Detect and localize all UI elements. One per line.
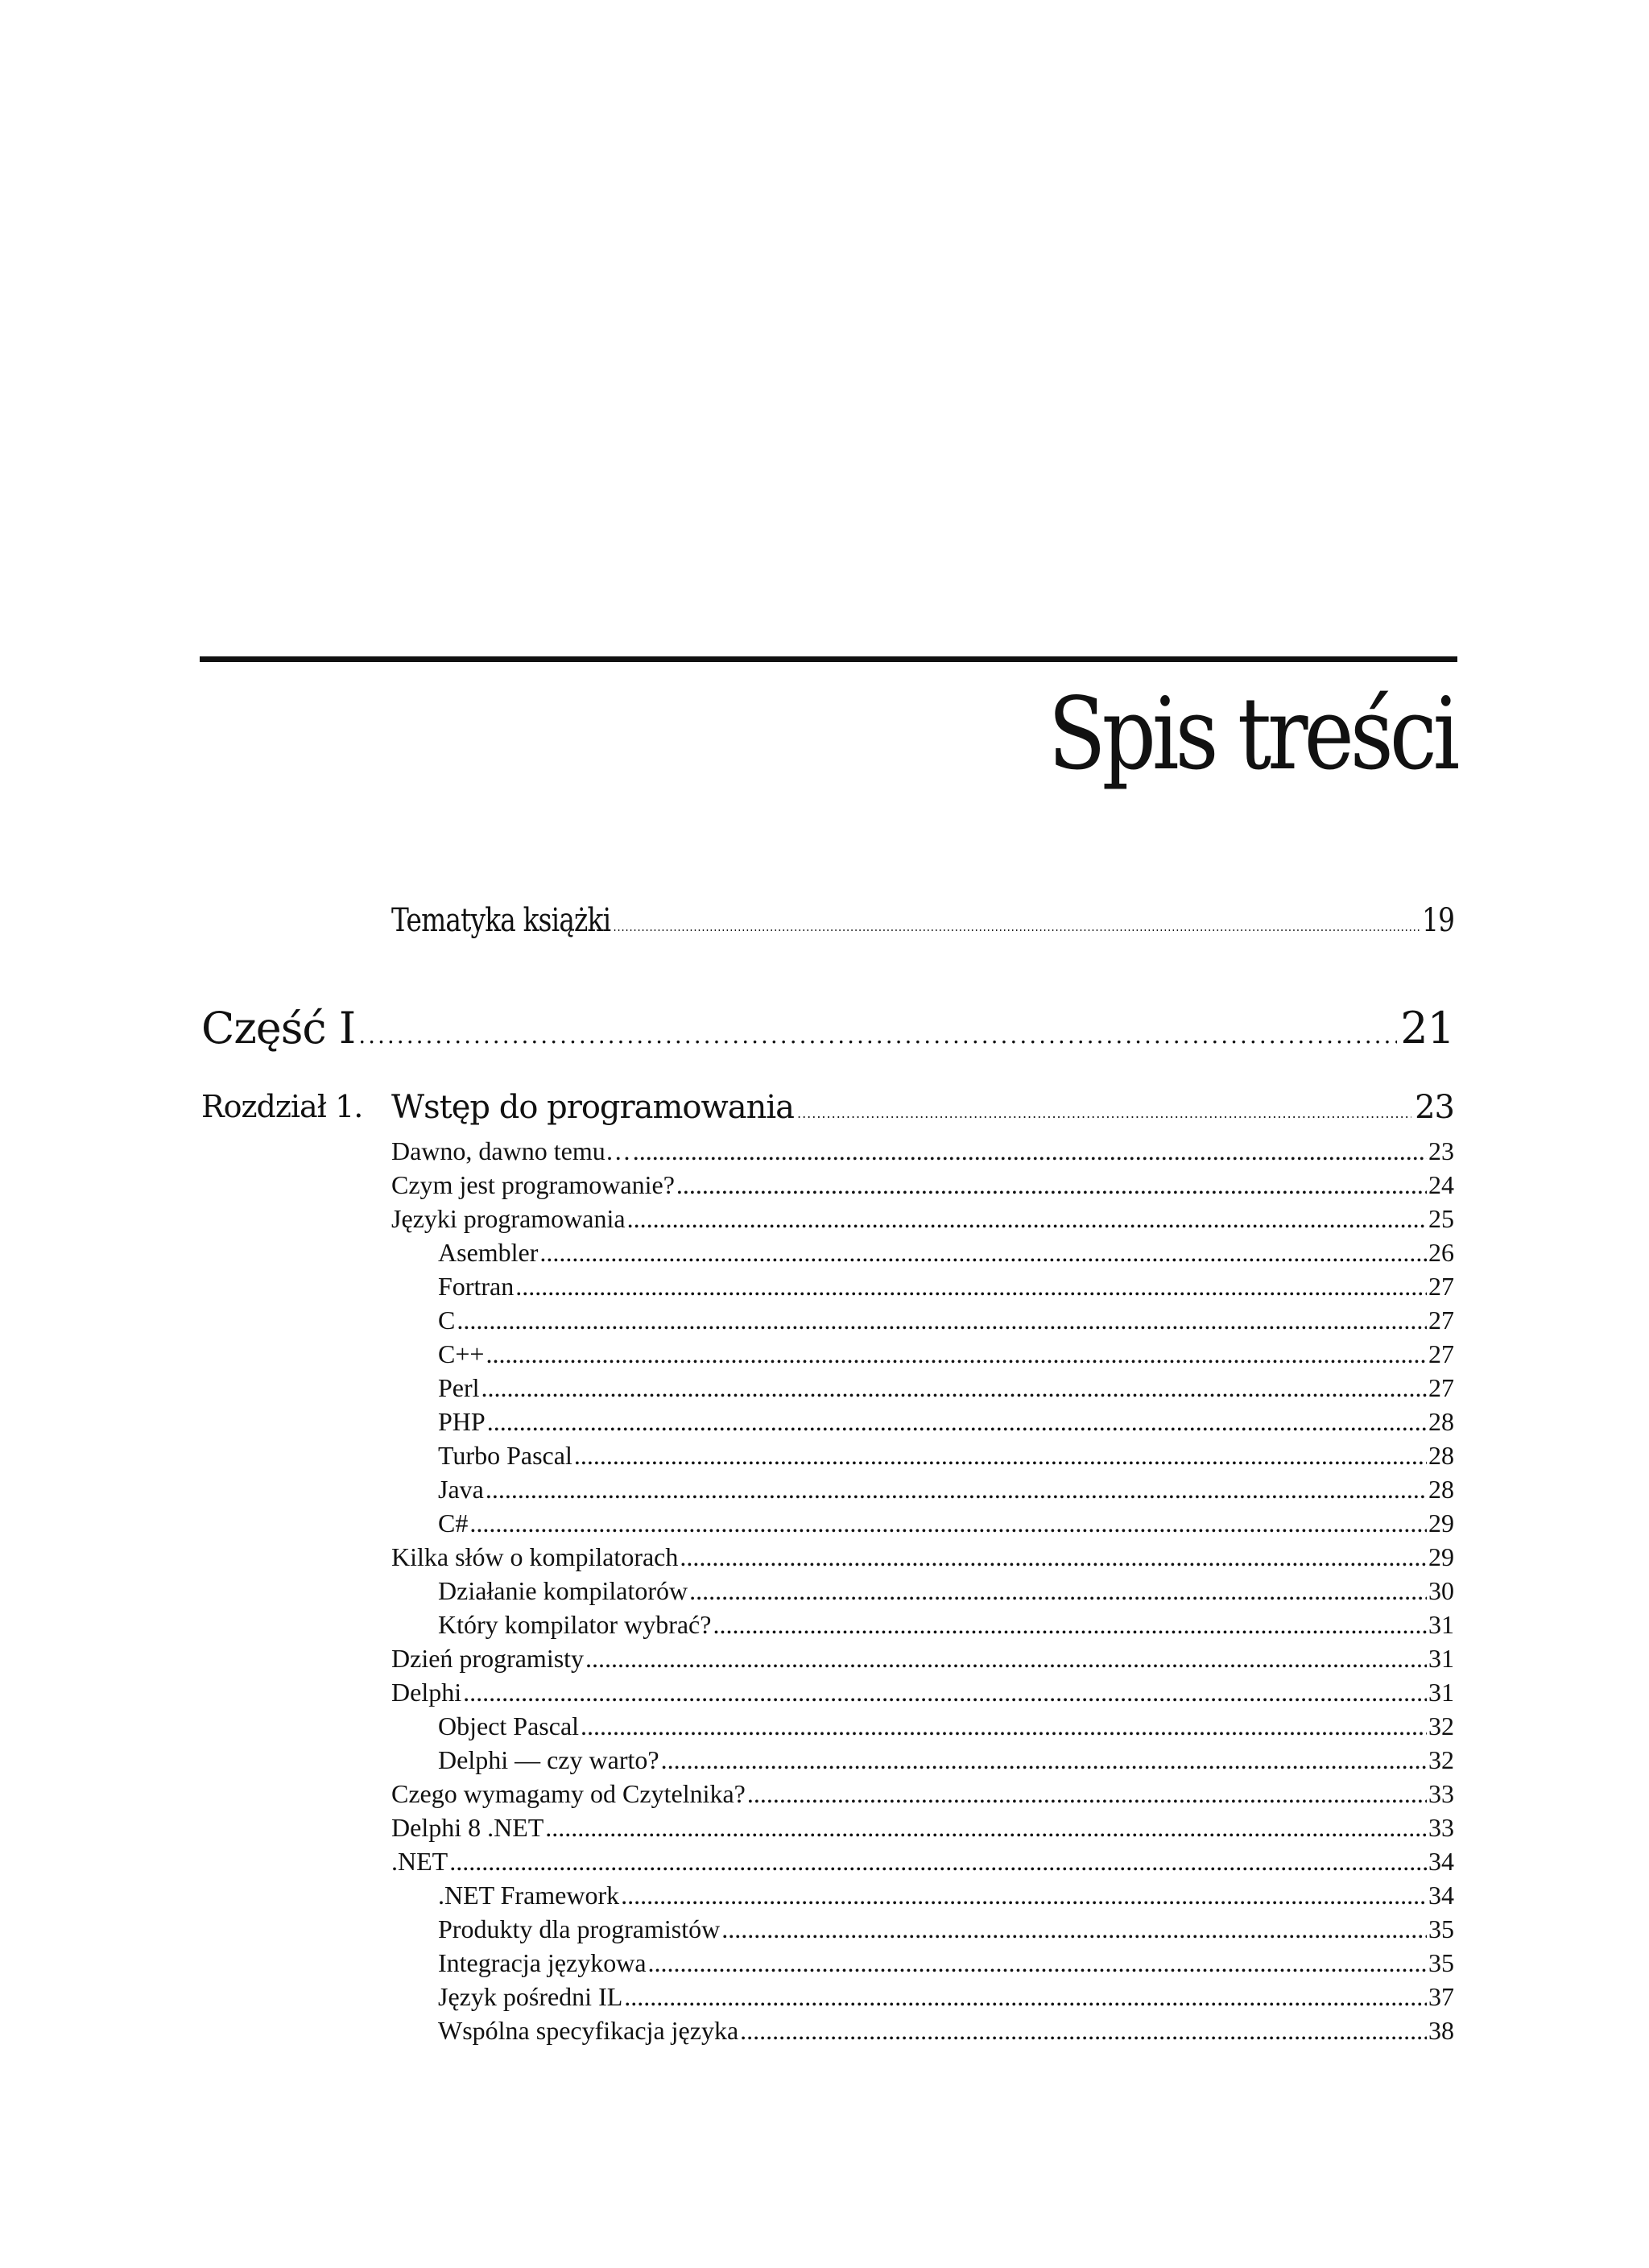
dot-leader — [680, 1540, 1427, 1574]
toc-entry-page: 26 — [1428, 1238, 1454, 1267]
toc-entry-list — [391, 1134, 1454, 2047]
toc-entry-label: Produkty dla programistów — [438, 1914, 721, 1943]
toc-entry-label: .NET Framework — [438, 1881, 620, 1910]
toc-entry-page: 25 — [1428, 1204, 1454, 1233]
dot-leader — [624, 1980, 1427, 2013]
toc-entry[interactable] — [391, 1438, 1454, 1472]
dot-leader — [539, 1235, 1427, 1269]
toc-entry-page: 24 — [1428, 1170, 1454, 1199]
chapter-page: 23 — [1415, 1089, 1454, 1126]
toc-entry-label: Który kompilator wybrać? — [438, 1610, 712, 1639]
dot-leader — [486, 1472, 1427, 1506]
toc-entry-label: Dawno, dawno temu… — [391, 1136, 631, 1165]
dot-leader — [487, 1405, 1427, 1438]
toc-entry[interactable] — [391, 1878, 1454, 1912]
toc-entry[interactable] — [391, 1709, 1454, 1743]
toc-entry-page: 32 — [1428, 1745, 1454, 1774]
toc-entry-label: Perl — [438, 1373, 480, 1402]
toc-entry-page: 31 — [1428, 1610, 1454, 1639]
title-rule — [200, 656, 1457, 662]
toc-entry[interactable] — [391, 1675, 1454, 1709]
chapter-number: Rozdział 1. — [201, 1089, 363, 1124]
toc-entry-page: 31 — [1428, 1644, 1454, 1673]
toc-entry[interactable] — [391, 1574, 1454, 1608]
toc-entry-page: 34 — [1428, 1847, 1454, 1876]
toc-entry-page: 23 — [1428, 1136, 1454, 1165]
toc-entry-label: Fortran — [438, 1272, 515, 1301]
toc-entry-page: 27 — [1428, 1373, 1454, 1402]
toc-entry[interactable] — [391, 1235, 1454, 1269]
toc-entry-label: Język pośredni IL — [438, 1982, 623, 2011]
dot-leader — [797, 1106, 1411, 1121]
toc-entry-label: Asembler — [438, 1238, 539, 1267]
toc-entry[interactable] — [391, 1844, 1454, 1878]
toc-entry-page: 31 — [1428, 1678, 1454, 1707]
dot-leader — [463, 1675, 1427, 1709]
dot-leader — [627, 1202, 1427, 1235]
toc-entry[interactable] — [391, 1506, 1454, 1540]
toc-entry-label: Delphi 8 .NET — [391, 1813, 544, 1842]
toc-entry-page: 27 — [1428, 1306, 1454, 1335]
toc-entry-label: Języki programowania — [391, 1204, 626, 1233]
dot-leader — [469, 1506, 1427, 1540]
toc-entry[interactable] — [391, 1540, 1454, 1574]
dot-leader — [633, 1134, 1427, 1168]
toc-entry-page: 28 — [1428, 1475, 1454, 1504]
chapter-title: Wstęp do programowania — [391, 1089, 794, 1126]
toc-entry-label: Object Pascal — [438, 1711, 580, 1740]
dot-leader — [661, 1743, 1427, 1777]
toc-entry-label: Czego wymagamy od Czytelnika? — [391, 1779, 746, 1808]
dot-leader — [574, 1438, 1427, 1472]
toc-entry-page: 30 — [1428, 1576, 1454, 1605]
toc-entry-label: Delphi — czy warto? — [438, 1745, 659, 1774]
toc-entry[interactable] — [391, 1371, 1454, 1405]
toc-entry-label: Dzień programisty — [391, 1644, 585, 1673]
toc-entry-label: Czym jest programowanie? — [391, 1170, 675, 1199]
toc-entry-page: 37 — [1428, 1982, 1454, 2011]
toc-entry-page: 28 — [1428, 1441, 1454, 1470]
toc-entry-label: Java — [438, 1475, 484, 1504]
toc-entry-label: Turbo Pascal — [438, 1441, 572, 1470]
toc-entry-page: 35 — [1428, 1914, 1454, 1943]
dot-leader — [689, 1574, 1427, 1608]
part-page: 21 — [1400, 1003, 1454, 1053]
toc-entry-page: 34 — [1428, 1881, 1454, 1910]
toc-entry[interactable] — [391, 1202, 1454, 1235]
toc-chapter[interactable] — [391, 1089, 1454, 1126]
toc-entry[interactable] — [391, 1811, 1454, 1844]
toc-entry[interactable] — [391, 1168, 1454, 1202]
toc-entry[interactable] — [391, 1472, 1454, 1506]
toc-entry-page: 27 — [1428, 1272, 1454, 1301]
dot-leader — [486, 1337, 1427, 1371]
dot-leader — [648, 1946, 1427, 1980]
toc-entry-page: 19 — [1422, 902, 1455, 939]
toc-part[interactable] — [201, 1003, 1454, 1053]
toc-entry-page: 32 — [1428, 1711, 1454, 1740]
toc-entry-page: 35 — [1428, 1948, 1454, 1977]
toc-entry-label: PHP — [438, 1407, 486, 1436]
dot-leader — [545, 1811, 1427, 1844]
dot-leader — [457, 1303, 1427, 1337]
dot-leader — [713, 1608, 1427, 1641]
toc-entry[interactable] — [391, 1337, 1454, 1371]
toc-entry[interactable] — [391, 1405, 1454, 1438]
toc-entry-label: Tematyka książki — [391, 902, 611, 939]
dot-leader — [585, 1641, 1427, 1675]
toc-entry-label: Integracja językowa — [438, 1948, 647, 1977]
dot-leader — [676, 1168, 1427, 1202]
toc-entry[interactable] — [391, 1946, 1454, 1980]
toc-entry-subtitle[interactable] — [391, 902, 1454, 939]
toc-entry-page: 33 — [1428, 1813, 1454, 1842]
toc-entry-label: C — [438, 1306, 456, 1335]
toc-entry-label: Działanie kompilatorów — [438, 1576, 688, 1605]
toc-entry-page: 38 — [1428, 2016, 1454, 2045]
dot-leader — [481, 1371, 1427, 1405]
dot-leader — [358, 1022, 1397, 1049]
toc-entry[interactable] — [391, 1134, 1454, 1168]
toc-entry[interactable] — [391, 1743, 1454, 1777]
toc-entry-page: 28 — [1428, 1407, 1454, 1436]
toc-entry-page: 29 — [1428, 1509, 1454, 1538]
page-title: Spis treści — [1048, 677, 1456, 793]
toc-entry-page: 27 — [1428, 1339, 1454, 1368]
toc-entry[interactable] — [391, 1641, 1454, 1675]
toc-entry-label: C++ — [438, 1339, 485, 1368]
toc-entry-label: Delphi — [391, 1678, 462, 1707]
toc-entry-label: .NET — [391, 1847, 448, 1876]
toc-entry-page: 29 — [1428, 1542, 1454, 1571]
part-label: Część I — [201, 1003, 356, 1053]
toc-entry[interactable] — [391, 1303, 1454, 1337]
toc-entry-page: 33 — [1428, 1779, 1454, 1808]
dot-leader — [581, 1709, 1427, 1743]
toc-entry[interactable] — [391, 1777, 1454, 1811]
dot-leader — [614, 919, 1420, 934]
toc-entry[interactable] — [391, 2013, 1454, 2047]
toc-entry[interactable] — [391, 1608, 1454, 1641]
toc-entry[interactable] — [391, 1269, 1454, 1303]
toc-entry-label: Kilka słów o kompilatorach — [391, 1542, 679, 1571]
dot-leader — [621, 1878, 1427, 1912]
dot-leader — [721, 1912, 1427, 1946]
dot-leader — [740, 2013, 1427, 2047]
dot-leader — [747, 1777, 1427, 1811]
toc-entry[interactable] — [391, 1912, 1454, 1946]
toc-entry-label: Wspólna specyfikacja języka — [438, 2016, 739, 2045]
toc-entry[interactable] — [391, 1980, 1454, 2013]
dot-leader — [515, 1269, 1427, 1303]
dot-leader — [449, 1844, 1427, 1878]
toc-entry-label: C# — [438, 1509, 469, 1538]
